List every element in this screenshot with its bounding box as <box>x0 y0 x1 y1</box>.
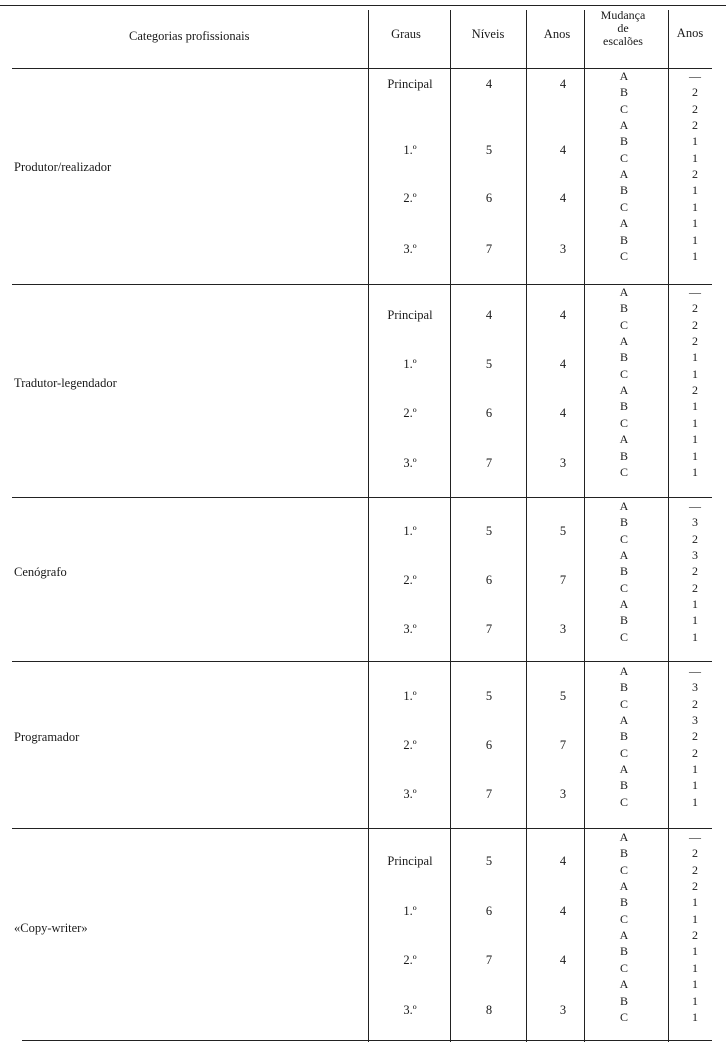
anos-escalao-cell: 1 <box>692 350 698 365</box>
anos-cell: 3 <box>559 1003 567 1017</box>
escalao-cell: C <box>619 366 629 381</box>
escalao-cell: A <box>619 285 629 299</box>
section-rule-4 <box>12 828 712 829</box>
escalao-cell: A <box>619 167 629 182</box>
grau-cell: 3.º <box>403 242 417 256</box>
grau-cell: 2.º <box>403 738 417 752</box>
escalao-cell: A <box>619 334 629 349</box>
header-mudanca-line3: escalões <box>603 34 643 48</box>
escalao-cell: C <box>619 317 629 332</box>
header-niveis: Níveis <box>471 27 505 41</box>
category-name: «Copy-writer» <box>14 920 88 935</box>
grau-cell: 1.º <box>403 904 417 918</box>
anos-escalao-cell: 1 <box>692 911 698 926</box>
nivel-cell: 7 <box>485 953 493 967</box>
nivel-cell: 6 <box>485 191 493 205</box>
escalao-cell: A <box>619 499 629 513</box>
anos-escalao-cell: 1 <box>692 895 698 910</box>
escalao-cell: B <box>619 399 629 414</box>
anos-escalao-cell: 1 <box>692 794 698 809</box>
anos-escalao-cell: 1 <box>692 415 698 430</box>
escalao-cell: C <box>619 745 629 760</box>
top-rule <box>0 5 726 6</box>
escalao-cell: C <box>619 531 629 546</box>
anos-escalao-cell: 1 <box>692 993 698 1008</box>
anos-escalao-cell: 1 <box>692 448 698 463</box>
column-rule-1 <box>368 10 369 1042</box>
anos-escalao-cell: 2 <box>692 118 698 133</box>
anos-escalao-cell: 1 <box>692 977 698 992</box>
anos-cell: 4 <box>559 191 567 205</box>
escalao-cell: B <box>619 993 629 1008</box>
escalao-cell: C <box>619 911 629 926</box>
grau-cell: 2.º <box>403 573 417 587</box>
anos-escalao-cell: 1 <box>692 216 698 231</box>
nivel-cell: 4 <box>485 77 493 91</box>
grau-cell: Principal <box>387 308 433 322</box>
anos-cell: 3 <box>559 787 567 801</box>
escalao-cell: B <box>619 232 629 247</box>
anos-cell: 7 <box>559 573 567 587</box>
escalao-cell: B <box>619 350 629 365</box>
escalao-cell: C <box>619 580 629 595</box>
nivel-cell: 4 <box>485 308 493 322</box>
grau-cell: 1.º <box>403 357 417 371</box>
anos-escalao-cell: 1 <box>692 762 698 777</box>
escalao-cell: B <box>619 944 629 959</box>
header-mudanca <box>601 9 646 48</box>
section-rule-2 <box>12 497 712 498</box>
grau-cell: 3.º <box>403 787 417 801</box>
escalao-cell: A <box>619 216 629 231</box>
escalao-cell: B <box>619 895 629 910</box>
escalao-cell: B <box>619 778 629 793</box>
escalao-cell: C <box>619 464 629 479</box>
anos-escalao-cell: 1 <box>692 248 698 263</box>
anos-cell: 3 <box>559 242 567 256</box>
nivel-cell: 5 <box>485 854 493 868</box>
anos-escalao-cell: 3 <box>692 515 698 530</box>
escalao-cell: A <box>619 928 629 943</box>
anos-escalao-cell: 1 <box>692 432 698 447</box>
escalao-cell: C <box>619 960 629 975</box>
grau-cell: 2.º <box>403 191 417 205</box>
column-rule-5 <box>668 10 669 1042</box>
anos-escalao-cell: 1 <box>692 366 698 381</box>
escalao-cell: B <box>619 613 629 628</box>
bottom-rule <box>22 1040 712 1041</box>
escalao-cell: B <box>619 85 629 100</box>
anos-escalao-cell: 2 <box>692 301 698 316</box>
category-name: Tradutor-legendador <box>14 375 117 390</box>
escalao-cell: A <box>619 664 629 678</box>
escalao-cell: A <box>619 118 629 133</box>
anos-cell: 4 <box>559 77 567 91</box>
nivel-cell: 7 <box>485 622 493 636</box>
escalao-cell: A <box>619 713 629 728</box>
anos-escalao-cell: 2 <box>692 564 698 579</box>
anos-cell: 4 <box>559 308 567 322</box>
escalao-cell: A <box>619 762 629 777</box>
grau-cell: 1.º <box>403 689 417 703</box>
anos-cell: 4 <box>559 854 567 868</box>
anos-escalao-cell: 1 <box>692 199 698 214</box>
anos-escalao-cell: 1 <box>692 399 698 414</box>
anos-escalao-cell: 1 <box>692 232 698 247</box>
anos-escalao-cell: 3 <box>692 713 698 728</box>
escalao-cell: A <box>619 879 629 894</box>
anos-cell: 4 <box>559 904 567 918</box>
anos-escalao-cell: 2 <box>692 334 698 349</box>
escalao-cell: C <box>619 629 629 644</box>
nivel-cell: 6 <box>485 406 493 420</box>
anos-escalao-cell: 1 <box>692 464 698 479</box>
header-graus: Graus <box>391 27 421 41</box>
nivel-cell: 7 <box>485 787 493 801</box>
anos-escalao-cell: 2 <box>692 879 698 894</box>
grau-cell: Principal <box>387 854 433 868</box>
escalao-cell: B <box>619 515 629 530</box>
column-rule-2 <box>450 10 451 1042</box>
grau-cell: 2.º <box>403 406 417 420</box>
anos-escalao-cell: 1 <box>692 629 698 644</box>
anos-escalao-cell: 3 <box>692 680 698 695</box>
anos-cell: 4 <box>559 357 567 371</box>
anos-escalao-cell: 1 <box>692 183 698 198</box>
category-name: Cenógrafo <box>14 565 67 580</box>
anos-escalao-cell: 2 <box>692 85 698 100</box>
header-categorias: Categorias profissionais <box>129 29 250 43</box>
nivel-cell: 5 <box>485 143 493 157</box>
escalao-cell: B <box>619 729 629 744</box>
escalao-cell: B <box>619 680 629 695</box>
escalao-cell: A <box>619 830 629 844</box>
section-rule-1 <box>12 284 712 285</box>
grau-cell: 3.º <box>403 1003 417 1017</box>
anos-escalao-cell: 3 <box>692 548 698 563</box>
escalao-cell: C <box>619 1009 629 1024</box>
escalao-cell: B <box>619 448 629 463</box>
escalao-cell: C <box>619 199 629 214</box>
nivel-cell: 6 <box>485 738 493 752</box>
anos-escalao-cell: 1 <box>692 150 698 165</box>
header-rule <box>12 68 712 69</box>
grau-cell: 1.º <box>403 143 417 157</box>
anos-escalao-cell: 2 <box>692 729 698 744</box>
grau-cell: 3.º <box>403 622 417 636</box>
anos-escalao-cell: 1 <box>692 944 698 959</box>
escalao-cell: C <box>619 248 629 263</box>
nivel-cell: 6 <box>485 573 493 587</box>
anos-cell: 3 <box>559 456 567 470</box>
nivel-cell: 5 <box>485 524 493 538</box>
anos-escalao-cell: — <box>689 664 701 678</box>
anos-escalao-cell: 2 <box>692 846 698 861</box>
escalao-cell: B <box>619 301 629 316</box>
nivel-cell: 5 <box>485 689 493 703</box>
escalao-cell: C <box>619 101 629 116</box>
anos-escalao-cell: 2 <box>692 383 698 398</box>
escalao-cell: B <box>619 183 629 198</box>
header-anos-escalao: Anos <box>676 26 704 40</box>
anos-escalao-cell: — <box>689 285 701 299</box>
anos-escalao-cell: 2 <box>692 745 698 760</box>
escalao-cell: A <box>619 548 629 563</box>
anos-escalao-cell: 1 <box>692 597 698 612</box>
escalao-cell: C <box>619 696 629 711</box>
anos-escalao-cell: — <box>689 69 701 83</box>
nivel-cell: 7 <box>485 242 493 256</box>
category-name: Programador <box>14 730 80 745</box>
anos-cell: 4 <box>559 406 567 420</box>
escalao-cell: B <box>619 564 629 579</box>
escalao-cell: A <box>619 977 629 992</box>
nivel-cell: 5 <box>485 357 493 371</box>
grau-cell: Principal <box>387 77 433 91</box>
grau-cell: 2.º <box>403 953 417 967</box>
escalao-cell: A <box>619 597 629 612</box>
anos-cell: 5 <box>559 524 567 538</box>
escalao-cell: C <box>619 794 629 809</box>
anos-escalao-cell: 2 <box>692 696 698 711</box>
escalao-cell: A <box>619 432 629 447</box>
escalao-cell: B <box>619 134 629 149</box>
header-mudanca-line2: de <box>617 21 629 35</box>
header-anos: Anos <box>543 27 571 41</box>
grau-cell: 3.º <box>403 456 417 470</box>
escalao-cell: C <box>619 415 629 430</box>
anos-escalao-cell: 1 <box>692 613 698 628</box>
anos-escalao-cell: 2 <box>692 317 698 332</box>
anos-escalao-cell: 2 <box>692 531 698 546</box>
anos-cell: 7 <box>559 738 567 752</box>
anos-escalao-cell: 2 <box>692 101 698 116</box>
anos-escalao-cell: 2 <box>692 928 698 943</box>
anos-escalao-cell: 2 <box>692 167 698 182</box>
anos-escalao-cell: — <box>689 830 701 844</box>
anos-escalao-cell: 1 <box>692 778 698 793</box>
anos-escalao-cell: — <box>689 499 701 513</box>
anos-escalao-cell: 1 <box>692 960 698 975</box>
header-mudanca-line1: Mudança <box>600 8 646 22</box>
anos-escalao-cell: 2 <box>692 862 698 877</box>
anos-cell: 4 <box>559 953 567 967</box>
nivel-cell: 7 <box>485 456 493 470</box>
nivel-cell: 6 <box>485 904 493 918</box>
anos-escalao-cell: 1 <box>692 1009 698 1024</box>
escalao-cell: B <box>619 846 629 861</box>
category-name: Produtor/realizador <box>14 159 112 174</box>
anos-cell: 5 <box>559 689 567 703</box>
column-rule-4 <box>584 10 585 1042</box>
anos-cell: 3 <box>559 622 567 636</box>
section-rule-3 <box>12 661 712 662</box>
escalao-cell: C <box>619 862 629 877</box>
nivel-cell: 8 <box>485 1003 493 1017</box>
column-rule-3 <box>526 10 527 1042</box>
escalao-cell: A <box>619 69 629 83</box>
grau-cell: 1.º <box>403 524 417 538</box>
escalao-cell: A <box>619 383 629 398</box>
escalao-cell: C <box>619 150 629 165</box>
anos-escalao-cell: 2 <box>692 580 698 595</box>
anos-escalao-cell: 1 <box>692 134 698 149</box>
anos-cell: 4 <box>559 143 567 157</box>
